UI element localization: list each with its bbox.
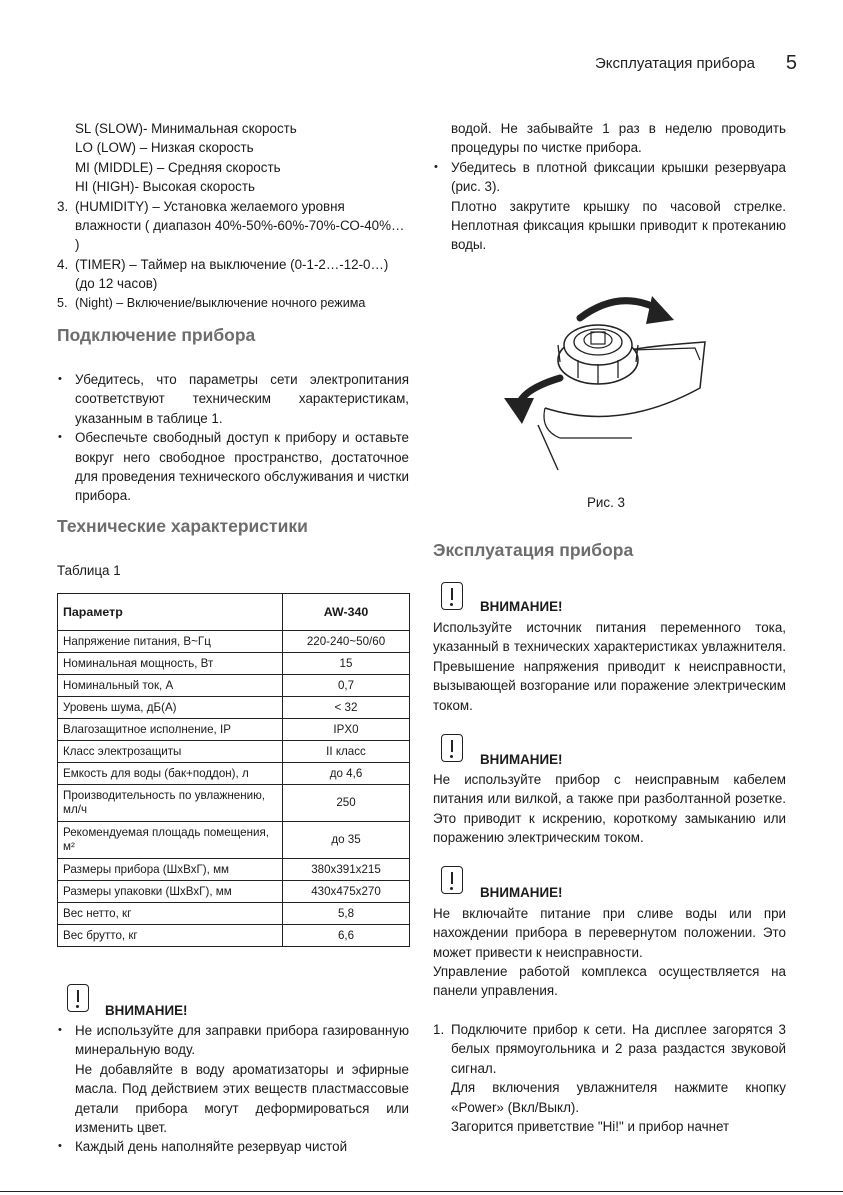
warning-text: Не используйте прибор с неисправным кабелем питания или вилкой, а также при разболтанной розетке. Это приводит к искрению, короткому замыканию или поражению электрическим током. [433, 772, 786, 846]
table-row [58, 859, 410, 881]
bullet-item: • Обеспечьте свободный доступ к прибору и оставьте вокруг него свободное пространство, достаточное для проведения технического обслуживания и чистки прибора. [57, 428, 409, 506]
value-cell: < 32 [283, 697, 410, 719]
item-humidity [57, 197, 405, 255]
value-cell: 0,7 [283, 675, 410, 697]
param-cell: Производительность по увлажнению, мл/ч [58, 785, 283, 822]
bullet-item: • Не используйте для заправки прибора газированную минеральную воду. [57, 1021, 409, 1060]
warning-label: ВНИМАНИЕ! [480, 752, 563, 767]
item-number: 5. [57, 295, 68, 310]
step-item [433, 1020, 786, 1078]
step-number: 1. [433, 1022, 445, 1037]
table-row [58, 741, 410, 763]
speed-sl: SL (SLOW)- Минимальная скорость [75, 121, 297, 136]
header-model: AW-340 [283, 594, 410, 631]
param-cell: Вес брутто, кг [58, 925, 283, 947]
bottom-rule [0, 1191, 843, 1192]
value-cell: до 4,6 [283, 763, 410, 785]
warning-icon [67, 984, 89, 1012]
item-text: (HUMIDITY) – Установка желаемого уровня влажности ( диапазон 40%-50%-60%-70%-СО-40%… ) [75, 198, 405, 253]
item-text: (TIMER) – Таймер на выключение (0-1-2…-12-0…) (до 12 часов) [75, 256, 389, 292]
table-row [58, 881, 410, 903]
param-cell: Вес нетто, кг [58, 903, 283, 925]
bullet-continuation: Не добавляйте в воду ароматизаторы и эфирные масла. Под действием этих веществ пластмассовые детали прибора могут деформироваться или изменить цвет. [75, 1061, 409, 1136]
warning-label: ВНИМАНИЕ! [480, 885, 563, 900]
mode-list [57, 119, 409, 313]
speed-hi: HI (HIGH)- Высокая скорость [75, 179, 255, 195]
heading-operation: Эксплуатация прибора [433, 540, 634, 560]
value-cell: 5,8 [283, 903, 410, 925]
item-number: 4. [57, 256, 69, 272]
control-text: Управление работой комплекса осуществляется на панели управления. [433, 964, 786, 999]
param-cell: Номинальный ток, А [58, 675, 283, 697]
cleaning-section [433, 119, 786, 255]
step-paragraph: Для включения увлажнителя нажмите кнопку «Power» (Вкл/Выкл). [451, 1080, 786, 1115]
lid-illustration [500, 290, 720, 475]
warning-icon [441, 866, 463, 894]
param-cell: Уровень шума, дБ(А) [58, 697, 283, 719]
figure-caption: Рис. 3 [587, 495, 625, 510]
step-paragraph: Загорится приветствие "Hi!" и прибор начнет [451, 1119, 730, 1135]
speed-mi: MI (MIDDLE) – Средняя скорость [75, 159, 281, 175]
value-cell: 6,6 [283, 925, 410, 947]
param-cell: Рекомендуемая площадь помещения, м² [58, 822, 283, 859]
param-cell: Напряжение питания, В~Гц [58, 631, 283, 653]
param-cell: Емкость для воды (бак+поддон), л [58, 763, 283, 785]
bullet-item: • Убедитесь, что параметры сети электропитания соответствуют техническим характеристикам, указанным в таблице 1. [57, 370, 409, 428]
item-number: 3. [57, 198, 69, 214]
table-row [58, 925, 410, 947]
param-cell: Размеры прибора (ШхВхГ), мм [58, 859, 283, 881]
param-cell: Размеры упаковки (ШхВхГ), мм [58, 881, 283, 903]
page-number: 5 [785, 52, 797, 74]
value-cell: 430x475x270 [283, 881, 410, 903]
item-night [57, 294, 409, 313]
warning-icon [441, 582, 463, 610]
table-row [58, 653, 410, 675]
value-cell: 250 [283, 785, 410, 822]
header-param: Параметр [58, 594, 283, 631]
warning-icon [441, 734, 463, 762]
item-text: (Night) – Включение/выключение ночного режима [75, 295, 366, 310]
table-row [58, 719, 410, 741]
param-cell: Номинальная мощность, Вт [58, 653, 283, 675]
heading-specs: Технические характеристики [57, 516, 308, 536]
warning-label: ВНИМАНИЕ! [480, 599, 563, 614]
value-cell: 220-240~50/60 [283, 631, 410, 653]
table-row [58, 822, 410, 859]
value-cell: II класс [283, 741, 410, 763]
connection-list [57, 370, 409, 506]
warning-label: ВНИМАНИЕ! [105, 1003, 188, 1018]
item-timer [57, 255, 405, 294]
table-row [58, 697, 410, 719]
warning-text: Используйте источник питания переменного тока, указанный в технических характеристиках увлажнителя. Превышение напряжения приводит к неисправности, вызывающей возгорание или поражение электрическим током. [433, 620, 786, 713]
table-caption: Таблица 1 [57, 563, 121, 578]
param-cell: Влагозащитное исполнение, IP [58, 719, 283, 741]
step-list [433, 1020, 786, 1136]
table-header-row [58, 594, 410, 631]
bullet-item: • Убедитесь в плотной фиксации крышки резервуара (рис. 3). [433, 158, 786, 197]
continuation-text: водой. Не забывайте 1 раз в неделю проводить процедуры по чистке прибора. [451, 121, 786, 156]
value-cell: 15 [283, 653, 410, 675]
value-cell: IPX0 [283, 719, 410, 741]
param-cell: Класс электрозащиты [58, 741, 283, 763]
table-row [58, 763, 410, 785]
spec-table [57, 593, 410, 947]
table-row [58, 675, 410, 697]
value-cell: до 35 [283, 822, 410, 859]
heading-connection: Подключение прибора [57, 325, 256, 345]
warning-list [57, 1021, 409, 1157]
table-row [58, 903, 410, 925]
bullet-item: • Каждый день наполняйте резервуар чистой [57, 1137, 409, 1156]
table-row [58, 785, 410, 822]
running-header-title: Эксплуатация прибора [595, 55, 755, 72]
speed-lo: LO (LOW) – Низкая скорость [75, 140, 254, 156]
table-row [58, 631, 410, 653]
warning-text: Не включайте питание при сливе воды или при нахождении прибора в перевернутом положении. Это может привести к неисправности. [433, 906, 786, 960]
step-text: Подключите прибор к сети. На дисплее загорятся 3 белых прямоугольника и 2 раза раздастся звуковой сигнал. [451, 1022, 786, 1076]
value-cell: 380x391x215 [283, 859, 410, 881]
bullet-continuation: Плотно закрутите крышку по часовой стрелке. Неплотная фиксация крышки приводит к протеканию воды. [451, 198, 786, 253]
